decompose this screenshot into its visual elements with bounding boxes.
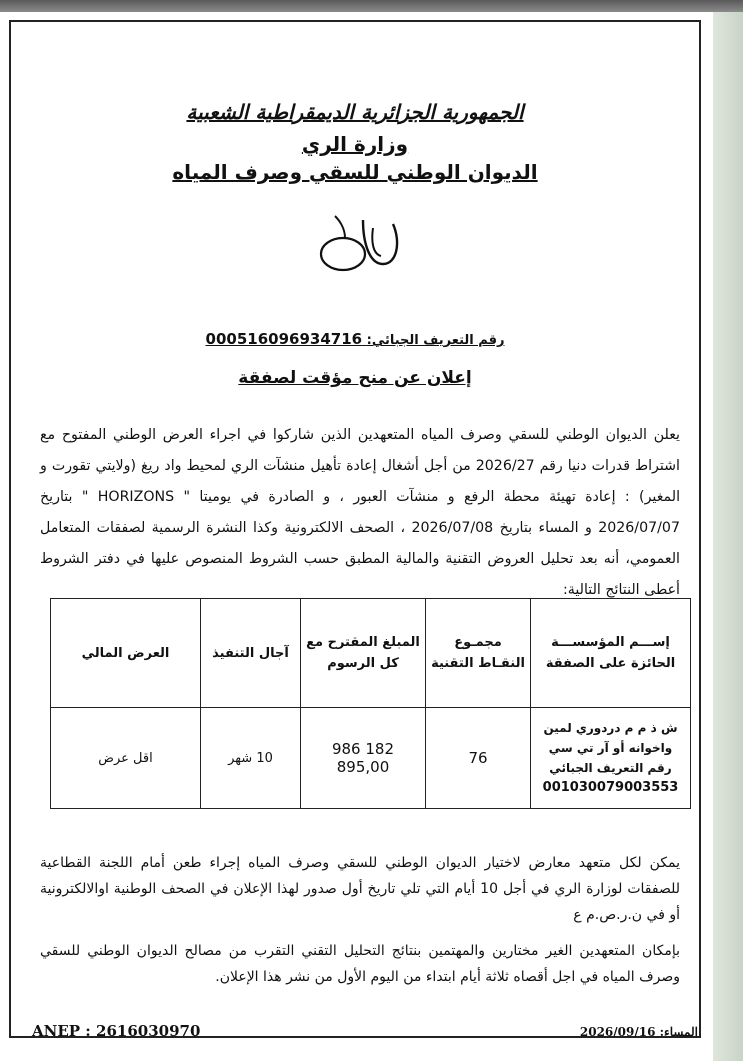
company-cell	[531, 708, 691, 809]
points-cell: 76	[426, 708, 531, 809]
results-table	[50, 598, 691, 809]
office-logo	[305, 212, 415, 274]
office-heading: الديوان الوطني للسقي وصرف المياه	[172, 160, 538, 184]
company-nif: 001030079003553	[542, 780, 679, 795]
col-financial-header: العرض المالي	[51, 599, 201, 708]
tax-id-label: رقم التعريف الجبائي:	[366, 333, 505, 348]
tax-id-number: 000516096934716	[205, 330, 363, 348]
col-duration-header: آجال التنفيذ	[201, 599, 301, 708]
table-header-row	[51, 599, 691, 708]
ministry-heading: وزارة الري	[301, 132, 409, 156]
col-points-header: مجمـوع النقـاط التقنية	[426, 599, 531, 708]
footer	[10, 1022, 700, 1046]
table-row	[51, 708, 691, 809]
col-amount-header: المبلغ المقترح مع كل الرسوم	[301, 599, 426, 708]
publication-date: 2026/09/16	[579, 1025, 656, 1039]
announcement-title: إعلان عن منح مؤقت لصفقة	[238, 368, 472, 388]
tax-id-line	[10, 330, 700, 348]
scan-margin	[713, 12, 743, 1061]
intro-paragraph: يعلن الديوان الوطني للسقي وصرف المياه المتعهدين الذين شاركوا في اجراء العرض الوطني المفتوح مع اشتراط قدرات دنيا رقم 2026/27 من أجل أشغال إعادة تأهيل منشآت الري لمحيط واد ريغ (ولايتي تقورت و المغير) : إعادة تهيئة محطة الرفع و منشآت العبور ، و الصادرة في يوميتا " HORIZONS " بتاريخ 2026/07/07 و المساء بتاريخ 2026/07/08 ، الصحف الالكترونية وكذا النشرة الرسمية لصفقات المتعامل العمومي، أنه بعد تحليل العروض التقنية والمالية المطبق حسب الشروط المنصوص عليها في دفتر الشروط أعطى النتائج التالية:	[40, 427, 681, 598]
duration-cell: 10 شهر	[201, 708, 301, 809]
financial-cell: اقل عرض	[51, 708, 201, 809]
info-paragraph: بإمكان المتعهدين الغير مختارين والمهتمين بنتائج التحليل التقني التقرب من مصالح الديوان الوطني للسقي وصرف المياه في اجل أقصاه ثلاثة أيام ابتداء من اليوم الأول من نشر هذا الإعلان.	[40, 943, 680, 985]
company-nif-label: رقم التعريف الجبائي	[549, 761, 672, 775]
amount-cell: 182 986 895,00	[301, 708, 426, 809]
publication-line	[580, 1025, 698, 1039]
newspaper-name: المساء:	[659, 1025, 698, 1039]
republic-heading: الجمهورية الجزائرية الديمقراطية الشعبية	[186, 100, 524, 124]
footer-rule	[190, 1037, 575, 1038]
company-name: ش ذ م م دردوري لمين واخوانه أو آر تي سي	[543, 721, 678, 755]
anep-code: ANEP : 2616030970	[32, 1022, 201, 1040]
appeal-paragraph: يمكن لكل متعهد معارض لاختيار الديوان الوطني للسقي وصرف المياه إجراء طعن أمام اللجنة القطاعية للصفقات لوزارة الري في أجل 10 أيام التي تلي تاريخ أول صدور لهذا الإعلان في الصحف الوطنية اوالالكترونية أو في ن.ر.ص.م ع	[40, 855, 680, 923]
col-company-header: إســـم المؤسســـة الحائزة على الصفقة	[531, 599, 691, 708]
top-scan-bar	[0, 0, 743, 12]
